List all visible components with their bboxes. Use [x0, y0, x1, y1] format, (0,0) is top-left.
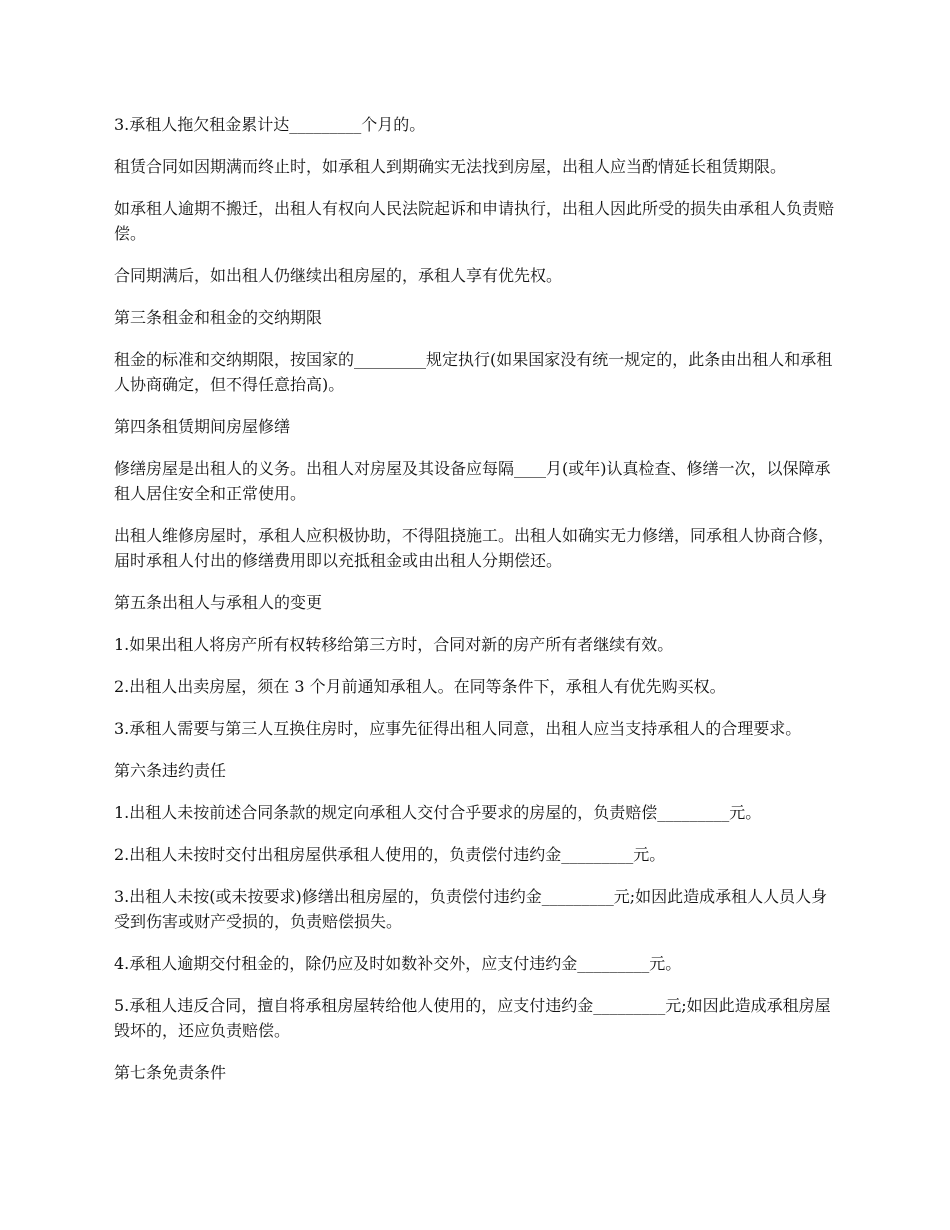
article-5-heading: 第五条出租人与承租人的变更 [114, 593, 323, 612]
clause-item-3-arrears: 3.承租人拖欠租金累计达_________个月的。 [114, 115, 426, 134]
clause-item-3-repair-penalty: 3.出租人未按(或未按要求)修缮出租房屋的，负责偿付违约金_________元;如因此造成承租人人员人身受到伤害或财产受损的，负责赔偿损失。 [114, 887, 828, 931]
clause-item-3-housing-exchange: 3.承租人需要与第三人互换住房时，应事先征得出租人同意，出租人应当支持承租人的合理要求。 [114, 719, 802, 738]
clause-item-1-ownership-transfer: 1.如果出租人将房产所有权转移给第三方时，合同对新的房产所有者继续有效。 [114, 635, 674, 654]
paragraph-priority-right: 合同期满后，如出租人仍继续出租房屋的，承租人享有优先权。 [114, 266, 563, 285]
clause-item-4-late-rent: 4.承租人逾期交付租金的，除仍应及时如数补交外，应支付违约金_________元。 [114, 954, 682, 973]
paragraph-repair-cooperation: 出租人维修房屋时，承租人应积极协助，不得阻挠施工。出租人如确实无力修缮，同承租人协商合修，届时承租人付出的修缮费用即以充抵租金或由出租人分期偿还。 [114, 526, 835, 570]
paragraph-lease-extension: 租赁合同如因期满而终止时，如承租人到期确实无法找到房屋，出租人应当酌情延长租赁期限。 [114, 157, 787, 176]
document-body [114, 112, 838, 1102]
clause-item-2-late-delivery: 2.出租人未按时交付出租房屋供承租人使用的，负责偿付违约金_________元。 [114, 845, 666, 864]
article-7-heading: 第七条免责条件 [114, 1063, 227, 1082]
paragraph-repair-duty: 修缮房屋是出租人的义务。出租人对房屋及其设备应每隔____月(或年)认真检查、修缮一次，以保障承租人居住安全和正常使用。 [114, 459, 831, 503]
paragraph-overdue-eviction: 如承租人逾期不搬迁，出租人有权向人民法院起诉和申请执行，出租人因此所受的损失由承租人负责赔偿。 [114, 199, 835, 243]
article-6-heading: 第六条违约责任 [114, 761, 227, 780]
article-3-heading: 第三条租金和租金的交纳期限 [114, 308, 323, 327]
clause-item-1-compensation: 1.出租人未按前述合同条款的规定向承租人交付合乎要求的房屋的，负责赔偿_________元。 [114, 803, 762, 822]
clause-item-2-sale-notice: 2.出租人出卖房屋，须在 3 个月前通知承租人。在同等条件下，承租人有优先购买权。 [114, 677, 726, 696]
clause-item-5-unauthorized-sublet: 5.承租人违反合同，擅自将承租房屋转给他人使用的，应支付违约金_________元;如因此造成承租房屋毁坏的，还应负责赔偿。 [114, 996, 831, 1040]
article-4-heading: 第四条租赁期间房屋修缮 [114, 417, 291, 436]
paragraph-rent-standard: 租金的标准和交纳期限，按国家的_________规定执行(如果国家没有统一规定的，此条由出租人和承租人协商确定，但不得任意抬高)。 [114, 350, 833, 394]
